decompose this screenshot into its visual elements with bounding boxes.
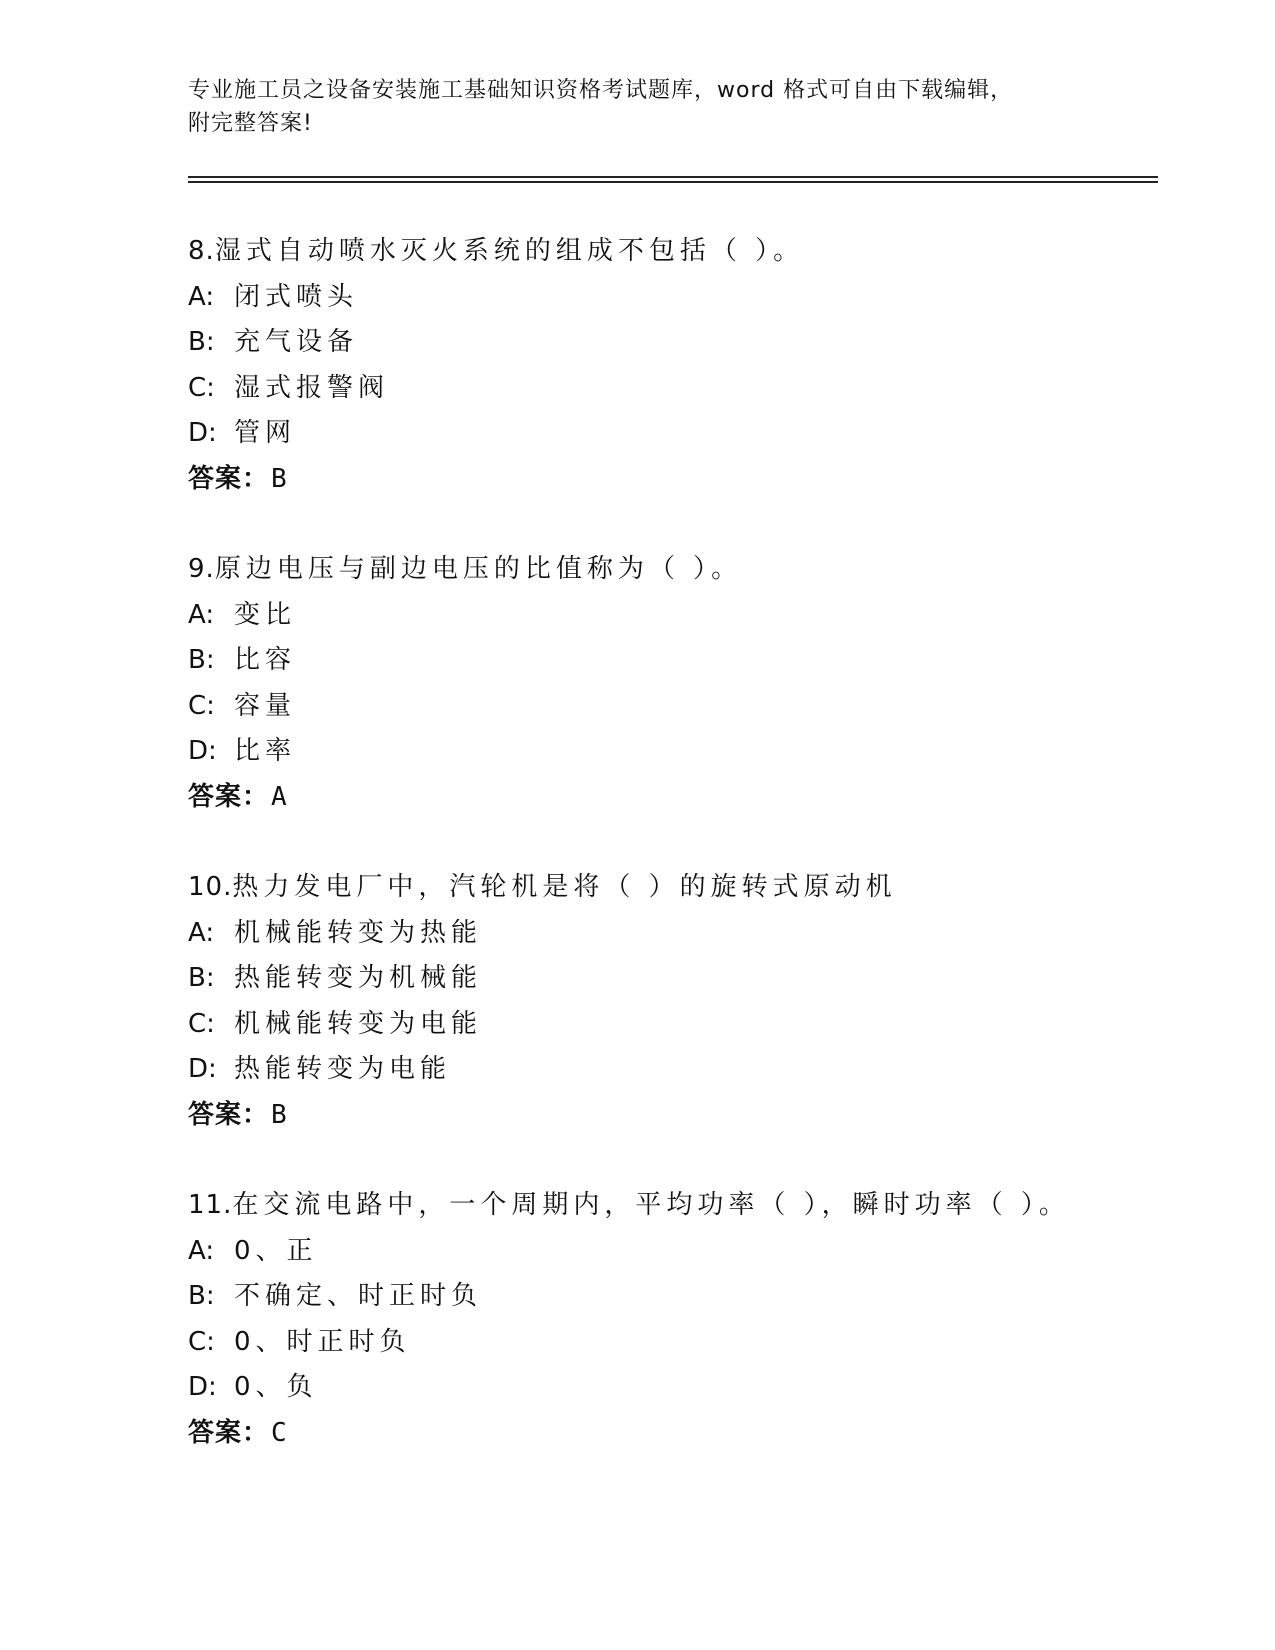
option-text: 0、正 (234, 1235, 318, 1266)
option-text: 比率 (234, 736, 297, 766)
option-letter: B: (188, 963, 215, 993)
option-c (188, 684, 1148, 730)
option-b (188, 956, 1148, 1002)
question-9 (188, 547, 1148, 820)
option-d (188, 1047, 1148, 1093)
option-b (188, 638, 1148, 684)
question-stem (188, 547, 1148, 593)
option-a (188, 1229, 1148, 1275)
option-letter: C: (188, 1008, 215, 1039)
option-letter: D: (188, 1054, 217, 1084)
option-letter: C: (188, 690, 215, 721)
option-letter: B: (188, 327, 215, 357)
option-a (188, 911, 1148, 957)
question-stem (188, 1183, 1148, 1229)
answer-label: 答案： (188, 1099, 270, 1130)
answer-value: C (271, 1417, 288, 1448)
option-c (188, 1002, 1148, 1048)
answer (188, 457, 1148, 503)
option-c (188, 366, 1148, 412)
answer-label: 答案： (188, 781, 270, 812)
answer (188, 1093, 1148, 1139)
option-text: 比容 (234, 645, 297, 675)
answer (188, 1411, 1148, 1457)
option-a (188, 275, 1148, 321)
option-text: 机械能转变为热能 (234, 917, 483, 948)
option-letter: C: (188, 372, 215, 403)
question-11 (188, 1183, 1148, 1456)
option-b (188, 1274, 1148, 1320)
header-divider-top (188, 176, 1158, 178)
header-divider-bottom (188, 181, 1158, 183)
option-text: 不确定、时正时负 (234, 1281, 483, 1311)
option-d (188, 729, 1148, 775)
option-d (188, 411, 1148, 457)
question-number: 10. (188, 872, 233, 902)
option-c (188, 1320, 1148, 1366)
option-letter: D: (188, 736, 217, 766)
question-stem (188, 865, 1148, 911)
question-text: 湿式自动喷水灭火系统的组成不包括（ ）。 (214, 236, 805, 266)
option-b (188, 320, 1148, 366)
option-letter: B: (188, 1281, 215, 1311)
option-d (188, 1365, 1148, 1411)
question-number: 9. (188, 554, 215, 584)
option-text: 湿式报警阀 (234, 372, 390, 403)
question-8 (188, 229, 1148, 502)
option-letter: D: (188, 1372, 217, 1402)
option-letter: A: (188, 281, 215, 312)
option-text: 管网 (234, 418, 297, 448)
answer-label: 答案： (188, 463, 270, 494)
question-number: 8. (188, 236, 215, 266)
option-text: 机械能转变为电能 (234, 1008, 483, 1039)
option-letter: A: (188, 599, 215, 630)
question-number: 11. (188, 1190, 233, 1220)
option-letter: B: (188, 645, 215, 675)
question-stem (188, 229, 1148, 275)
option-text: 热能转变为机械能 (234, 963, 483, 993)
answer-value: B (271, 463, 288, 494)
question-text: 原边电压与副边电压的比值称为（ ）。 (214, 554, 743, 584)
option-text: 充气设备 (234, 327, 359, 357)
option-text: 0、时正时负 (234, 1326, 411, 1357)
question-10 (188, 865, 1148, 1138)
option-letter: D: (188, 418, 217, 448)
document-header (188, 74, 1088, 140)
question-text: 在交流电路中，一个周期内，平均功率（ ），瞬时功率（ ）。 (232, 1190, 1070, 1220)
option-text: 热能转变为电能 (234, 1054, 452, 1084)
answer-label: 答案： (188, 1417, 270, 1448)
option-text: 容量 (234, 690, 297, 721)
option-letter: C: (188, 1326, 215, 1357)
option-text: 变比 (234, 599, 297, 630)
header-line-1: 专业施工员之设备安装施工基础知识资格考试题库，word 格式可自由下载编辑， (188, 78, 1014, 103)
answer (188, 775, 1148, 821)
answer-value: B (271, 1099, 288, 1130)
option-a (188, 593, 1148, 639)
answer-value: A (271, 781, 288, 812)
option-letter: A: (188, 917, 215, 948)
option-letter: A: (188, 1235, 215, 1266)
option-text: 闭式喷头 (234, 281, 359, 312)
question-text: 热力发电厂中，汽轮机是将（ ）的旋转式原动机 (232, 872, 897, 902)
header-line-2: 附完整答案! (188, 111, 313, 136)
option-text: 0、负 (234, 1372, 318, 1402)
